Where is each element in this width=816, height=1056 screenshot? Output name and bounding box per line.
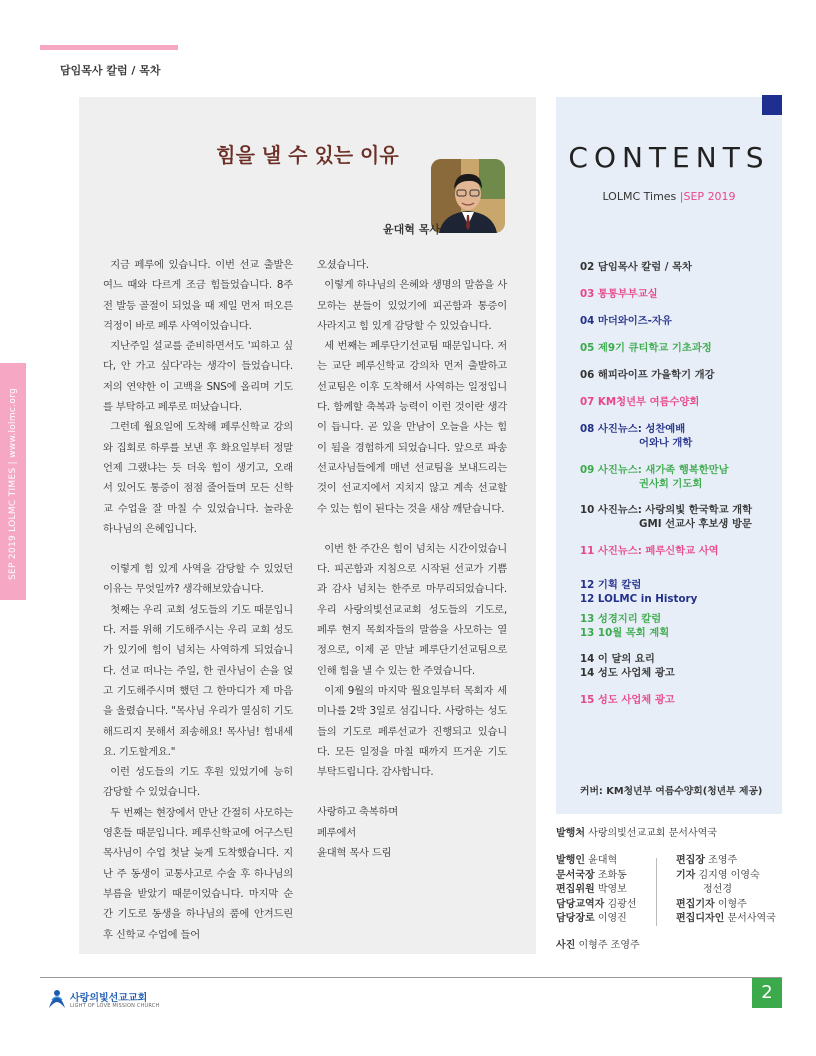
masthead-row: [676, 854, 776, 869]
church-logo-icon: [46, 988, 68, 1010]
closing-signature: 윤대혁 목사 드림: [317, 847, 392, 860]
paragraph: 이번 한 주간은 힘이 넘치는 시간이었습니다. 피곤함과 지침으로 시작된 선교가 기쁨과 감사 넘치는 한주로 마무리되었습니다. 우리 사랑의빛선교교회 성도들의 기도로, 페루 현지 목회자들의 말씀을 사모하는 열정으로, 이제 곧 만날 페루단기선교팀으로 인해 힘을 낼 수 있는 한 주였습니다.: [317, 542, 507, 677]
toc-line: 04 마더와이즈-자유: [580, 315, 672, 327]
publisher-line: [556, 827, 717, 842]
masthead-row: [676, 883, 776, 898]
masthead-role: 담당교역자: [556, 898, 605, 910]
toc-line: 13 10월 목회 계획: [580, 627, 670, 639]
masthead-role: 기자: [676, 869, 696, 881]
footer-rule: [40, 977, 782, 978]
masthead-row: [676, 898, 776, 913]
photo-value: 이형주 조영주: [578, 940, 640, 951]
masthead-left: [556, 854, 636, 927]
toc-line: 12 기획 칼럼: [580, 579, 642, 591]
toc-line: 12 LOLMC in History: [580, 593, 698, 605]
contents-subtitle: [556, 190, 782, 203]
toc-line: 05 제9기 큐티학교 기초과정: [580, 342, 712, 354]
paragraph: 오셨습니다.: [317, 259, 369, 271]
masthead-row: [676, 912, 776, 927]
masthead-person: 문서사역국: [727, 913, 776, 924]
toc-line: 10 사진뉴스: 사랑의빛 한국학교 개학: [580, 504, 753, 516]
paragraph: 세 번째는 페루단기선교팀 때문입니다. 저는 교단 페루신학교 강의차 먼저 출발하고 선교팀은 이후 도착해서 사역하는 일정입니다. 함께할 축복과 능력이 이런 것이란 생각이 듭니다. 곧 있을 만남이 오늘을 사는 힘이 됨을 경험하게 되었습니다. 앞으로 파송 선교사님들에게 매년 선교팀을 보내드리는 것이 선교지에서 지치지 않고 계속 선교할 수 있는 힘이 된다는 것을 새삼 깨닫습니다.: [317, 340, 507, 515]
cover-credit: 커버: KM청년부 여름수양회(청년부 제공): [580, 786, 763, 797]
paragraph: 지금 페루에 있습니다. 이번 선교 출발은 여느 때와 다르게 조금 힘들었습니다. 8주 전 발등 골절이 되었을 때 제일 먼저 떠오른 걱정이 바로 페루 사역이었습니다.: [103, 259, 293, 332]
masthead-row: [556, 869, 636, 884]
masthead-person: 조영주: [708, 855, 738, 866]
paragraph: 첫째는 우리 교회 성도들의 기도 때문입니다. 저를 위해 기도해주시는 우리 교회 성도가 있기에 힘이 넘치는 사역하게 되었습니다. 선교 떠나는 주일, 한 권사님이 손을 얹고 기도해주시며 했던 그 한마디가 제 마음을 울렸습니다. "목사님 우리가 열심히 기도해드리지 못해서 죄송해요! 목사님! 힘내세요. 기도할게요.": [103, 603, 293, 758]
paragraph: 이렇게 힘 있게 사역을 감당할 수 있었던 이유는 무엇일까? 생각해보았습니다.: [103, 563, 293, 596]
masthead-right: [676, 854, 776, 927]
toc-line: 08 사진뉴스: 성찬예배: [580, 423, 686, 435]
side-band-text: SEP 2019 LOLMC TIMES | www.lolmc.org: [8, 388, 18, 580]
toc-item: [580, 544, 719, 558]
masthead-person: 조화동: [597, 869, 627, 881]
toc-line: 07 KM청년부 여름수양회: [580, 396, 700, 408]
masthead-row: [556, 854, 636, 869]
toc-line: 06 해피라이프 가을학기 개강: [580, 369, 715, 381]
toc-item: [580, 314, 672, 328]
masthead-person: 정선경: [703, 884, 732, 895]
photo-label: 사진: [556, 940, 576, 951]
masthead-role: 담당장로: [556, 913, 595, 924]
masthead-row: [556, 912, 636, 927]
toc-item: [580, 463, 729, 491]
article-column-right: [317, 255, 507, 863]
masthead-role: 편집기자: [676, 898, 715, 910]
masthead-person: 윤대혁: [588, 855, 618, 866]
masthead-role: 문서국장: [556, 869, 595, 881]
toc-item: [580, 612, 669, 640]
toc-line: 14 성도 사업체 광고: [580, 667, 675, 679]
toc-item: [580, 652, 675, 680]
toc-line: 11 사진뉴스: 페루신학교 사역: [580, 545, 719, 557]
author-photo: [431, 159, 505, 233]
paragraph: 이런 성도들의 기도 후원 있었기에 능히 감당할 수 있었습니다.: [103, 766, 293, 799]
masthead-role: 발행인: [556, 855, 585, 866]
masthead-row: [676, 869, 776, 884]
masthead-divider: [656, 858, 657, 926]
toc-item: [580, 503, 752, 531]
paragraph: 그런데 월요일에 도착해 페루신학교 강의와 집회로 하루를 보낸 후 화요일부터 정말 언제 그랬냐는 듯 더욱 힘이 생기고, 오래 서 있어도 통증이 점점 줄어들며 모든 신학교 수업을 잘 마칠 수 있었습니다. 놀라운 하나님의 은혜입니다.: [103, 421, 293, 535]
pastor-column: [79, 97, 536, 954]
publication-name: LOLMC Times: [602, 190, 677, 203]
contents-panel: [556, 97, 782, 814]
masthead-person: 김광선: [607, 898, 637, 910]
issue-date: SEP 2019: [683, 190, 736, 203]
section-label: 담임목사 칼럼 / 목차: [60, 64, 161, 77]
church-logo: [46, 988, 166, 1013]
page-number: 2: [752, 978, 782, 1008]
masthead-role: 편집위원: [556, 884, 595, 895]
masthead-person: 이형주: [717, 898, 747, 910]
masthead-person: 김지영 이영숙: [698, 869, 760, 881]
toc-item: [580, 368, 715, 382]
masthead-row: [556, 883, 636, 898]
toc-item: [580, 395, 699, 409]
paragraph: 이제 9월의 마지막 월요일부터 목회자 세미나를 2박 3일로 섬깁니다. 사랑하는 성도들의 기도로 페루선교가 진행되고 있습니다. 모든 일정을 마칠 때까지 뜨거운 기도 부탁드립니다. 감사합니다.: [317, 684, 507, 779]
paragraph: 두 번째는 현장에서 만난 간절히 사모하는 영혼들 때문입니다. 페루신학교에 어구스틴 목사님이 수업 첫날 늦게 도착했습니다. 지난 주 동생이 교통사고로 수술 후 하나님의 부름을 받았기 때문이었습니다. 마지막 순간 기도로 동생을 하나님의 품에 안겨드린 후 신학교 수업에 들어: [103, 806, 293, 941]
logo-name: 사랑의빛선교교회: [70, 993, 148, 1004]
toc-item: [580, 287, 658, 301]
paragraph: 지난주일 설교를 준비하면서도 '피하고 싶다, 안 가고 싶다'라는 생각이 들었습니다. 저의 연약한 이 고백을 SNS에 올리며 기도를 부탁하고 페루로 떠났습니다.: [103, 340, 293, 414]
toc-item: [580, 693, 675, 707]
publisher-value: 사랑의빛선교교회 문서사역국: [588, 828, 717, 839]
toc-line: 03 통통부부교실: [580, 288, 658, 300]
masthead-role: 편집디자인: [676, 913, 725, 924]
paragraph: 이렇게 하나님의 은혜와 생명의 말씀을 사모하는 분들이 있었기에 피곤함과 통증이 사라지고 힘 있게 감당할 수 있었습니다.: [317, 279, 507, 332]
toc-line: 02 담임목사 칼럼 / 목차: [580, 261, 693, 273]
closing-line: 페루에서: [317, 826, 356, 839]
toc-line: 13 성경지리 칼럼: [580, 613, 662, 625]
toc-line: 14 이 달의 요리: [580, 653, 655, 665]
toc-item: [580, 422, 692, 450]
toc-item: [580, 341, 712, 355]
article-column-left: [103, 255, 293, 945]
photo-credit: [556, 939, 640, 954]
publisher-label: 발행처: [556, 828, 585, 839]
masthead-role: 편집장: [676, 855, 705, 866]
masthead-row: [556, 898, 636, 913]
article-title: 힘을 낼 수 있는 이유: [216, 143, 399, 167]
toc-line: 09 사진뉴스: 새가족 행복한만남: [580, 464, 729, 476]
logo-subtitle: LIGHT OF LOVE MISSION CHURCH: [70, 1003, 160, 1009]
corner-accent: [762, 95, 782, 115]
toc-line: 권사회 기도회: [639, 478, 703, 490]
contents-title: CONTENTS: [568, 141, 770, 174]
article-author: 윤대혁 목사: [383, 223, 440, 236]
masthead-person: 이영진: [597, 913, 627, 924]
separator: |: [679, 190, 684, 203]
toc-line: 어와나 개학: [639, 437, 693, 449]
closing-line: 사랑하고 축복하며: [317, 806, 399, 819]
masthead-person: 박영보: [597, 884, 627, 895]
toc-item: [580, 578, 697, 606]
toc-line: 15 성도 사업체 광고: [580, 694, 675, 706]
toc-item: [580, 260, 692, 274]
toc-line: GMI 선교사 후보생 방문: [639, 518, 752, 530]
header-accent-bar: [40, 45, 178, 50]
